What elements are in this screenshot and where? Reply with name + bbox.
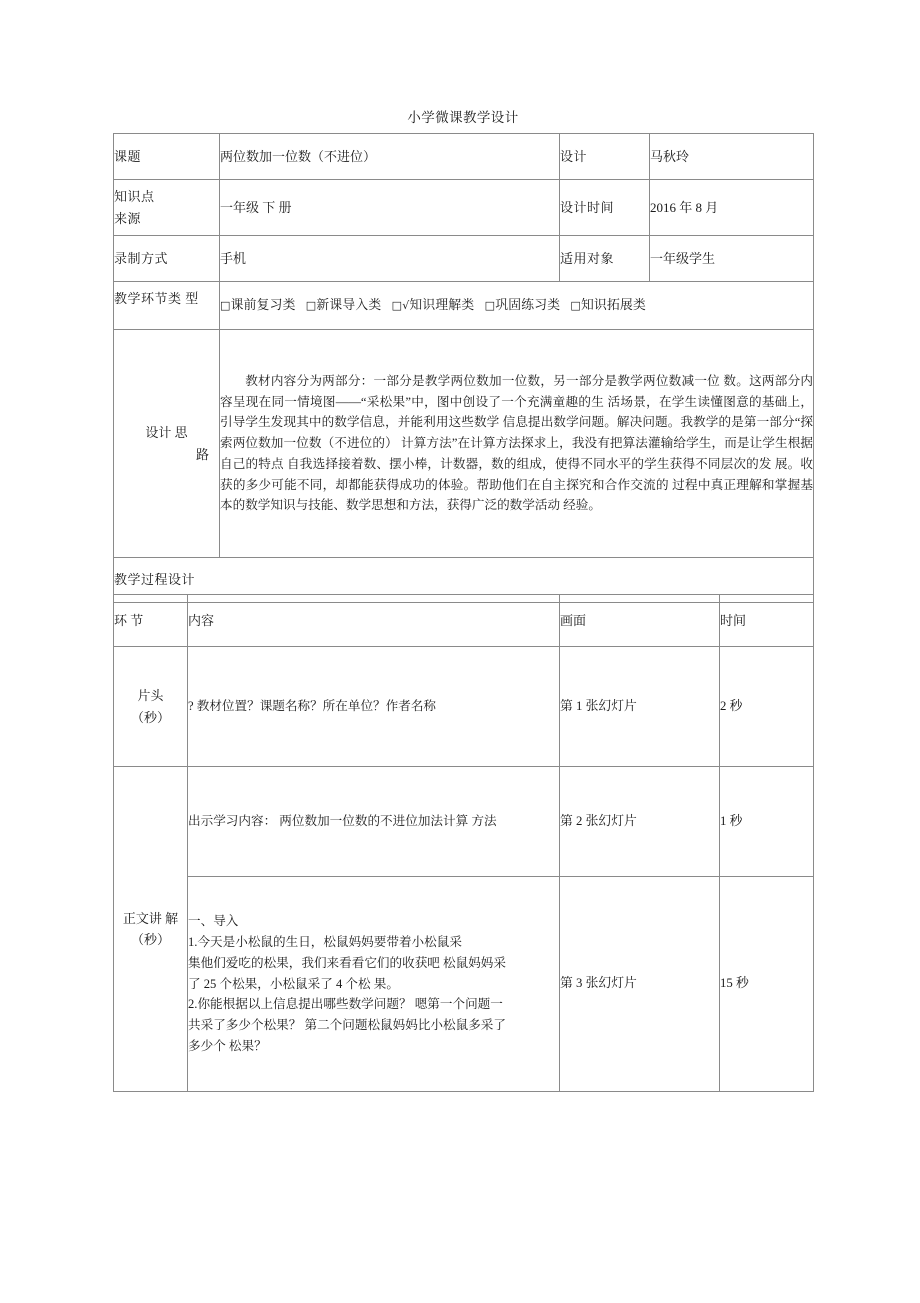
column-header-screen: 画面 (560, 595, 720, 647)
content-introduction-line-4: 了 25 个松果，小松鼠采了 4 个松 果。 (188, 976, 399, 991)
table-row (114, 236, 814, 282)
checkbox-label: 巩固练习类 (495, 297, 561, 312)
designer-value: 马秋玲 (650, 134, 814, 180)
process-section-title: 教学过程设计 (114, 558, 814, 603)
screen-opening: 第 1 张幻灯片 (560, 647, 720, 767)
checkbox-icon: □ (484, 298, 496, 312)
design-idea-label-line1: 设计 思 (145, 425, 188, 441)
design-time-value: 2016 年 8 月 (650, 180, 814, 236)
table-row (114, 330, 814, 558)
page-title: 小学微课教学设计 (407, 110, 519, 125)
column-header-stage: 环 节 (114, 595, 188, 647)
content-introduction-line-6: 共采了多少个松果？ 第二个问题松鼠妈妈比小松鼠多采了 (188, 1018, 506, 1033)
table-row (114, 180, 814, 236)
teaching-stage-type-options (220, 282, 814, 330)
lesson-design-table (113, 133, 814, 603)
stage-opening (114, 647, 188, 767)
recording-method-value: 手机 (220, 236, 560, 282)
checkbox-option-new-lesson-intro[interactable] (306, 298, 382, 312)
stage-opening-line2: （秒） (130, 709, 170, 725)
checkbox-icon: □ (305, 298, 317, 312)
checkbox-option-knowledge-extension[interactable] (570, 298, 646, 312)
column-header-content: 内容 (188, 595, 560, 647)
table-row (114, 134, 814, 180)
checkbox-icon: □ (220, 298, 231, 312)
checkbox-icon: □ (391, 298, 403, 312)
topic-label: 课题 (114, 134, 220, 180)
time-opening: 2 秒 (720, 647, 814, 767)
table-row (114, 767, 814, 877)
table-header-row (114, 595, 814, 647)
content-introduction-line-1: 一、导入 (188, 914, 239, 929)
screen-introduction: 第 3 张幻灯片 (560, 877, 720, 1092)
knowledge-source-label (114, 180, 220, 236)
table-row (114, 282, 814, 330)
knowledge-source-label-line1: 知识点 (114, 189, 155, 205)
checkbox-option-consolidation-practice[interactable] (485, 298, 561, 312)
checkbox-option-pre-class-review[interactable] (220, 298, 296, 312)
screen-show-objective: 第 2 张幻灯片 (560, 767, 720, 877)
topic-value: 两位数加一位数（不进位） (220, 134, 560, 180)
checkmark-icon: √ (402, 298, 410, 312)
knowledge-source-value: 一年级 下 册 (220, 180, 560, 236)
checkbox-label: 知识理解类 (409, 297, 475, 312)
content-introduction (188, 877, 560, 1092)
knowledge-source-label-line2: 来源 (114, 210, 142, 226)
table-row (114, 877, 814, 1092)
time-show-objective: 1 秒 (720, 767, 814, 877)
audience-value: 一年级学生 (650, 236, 814, 282)
content-opening: ? 教材位置？课题名称？所在单位？作者名称 (188, 647, 560, 767)
design-time-label: 设计时间 (560, 180, 650, 236)
design-idea-body (220, 330, 814, 558)
designer-label: 设计 (560, 134, 650, 180)
content-introduction-line-3: 集他们爱吃的松果，我们来看看它们的收获吧 松鼠妈妈采 (188, 955, 506, 970)
design-idea-text: 教材内容分为两部分：一部分是教学两位数加一位数，另一部分是教学两位数减一位 数。这两部分内容呈现在同一情境图——“采松果”中，图中创设了一个充满童趣的生 活场景，在学生读懂图意的基础上，引导学生发现其中的数学信息，并能利用这些数学 信息提出数学问题。解决问题。我教学的是第一部分“探索两位数加一位数（不进位的） 计算方法”在计算方法探求上，我没有把算法灌输给学生，而是让学生根据自己的特点 自我选择接着数、摆小棒，计数器，数的组成，使得不同水平的学生获得不同层次的发 展。收获的多少可能不同，却都能获得成功的体验。帮助他们在自主探究和合作交流的 过程中真正理解和掌握基本的数学知识与技能、数学思想和方法，获得广泛的数学活动 经验。 (220, 373, 813, 513)
content-introduction-line-7: 多少个 松果？ (188, 1038, 267, 1053)
checkbox-option-knowledge-understanding[interactable] (392, 298, 475, 312)
checkbox-icon: □ (570, 298, 581, 312)
checkbox-label: 课前复习类 (230, 297, 296, 312)
stage-opening-line1: 片头 (137, 688, 164, 704)
audience-label: 适用对象 (560, 236, 650, 282)
content-introduction-line-2: 1.今天是小松鼠的生日，松鼠妈妈要带着小松鼠采 (188, 935, 462, 950)
teaching-stage-type-label: 教学环节类 型 (114, 282, 220, 330)
column-header-time: 时间 (720, 595, 814, 647)
teaching-process-table (113, 594, 814, 1092)
recording-method-label: 录制方式 (114, 236, 220, 282)
checkbox-label: 知识拓展类 (581, 297, 646, 312)
design-idea-label-line2: 路 (195, 446, 209, 462)
stage-main-explanation-line1: 正文讲 解 (122, 910, 179, 926)
design-idea-label (114, 330, 220, 558)
table-row (114, 647, 814, 767)
content-show-objective: 出示学习内容： 两位数加一位数的不进位加法计算 方法 (188, 767, 560, 877)
content-introduction-line-5: 2.你能根据以上信息提出哪些数学问题？ 嗯第一个问题一 (188, 997, 503, 1012)
checkbox-label: 新课导入类 (316, 297, 382, 312)
time-introduction: 15 秒 (720, 877, 814, 1092)
stage-main-explanation-line2: （秒） (130, 932, 170, 947)
stage-main-explanation (114, 767, 188, 1092)
